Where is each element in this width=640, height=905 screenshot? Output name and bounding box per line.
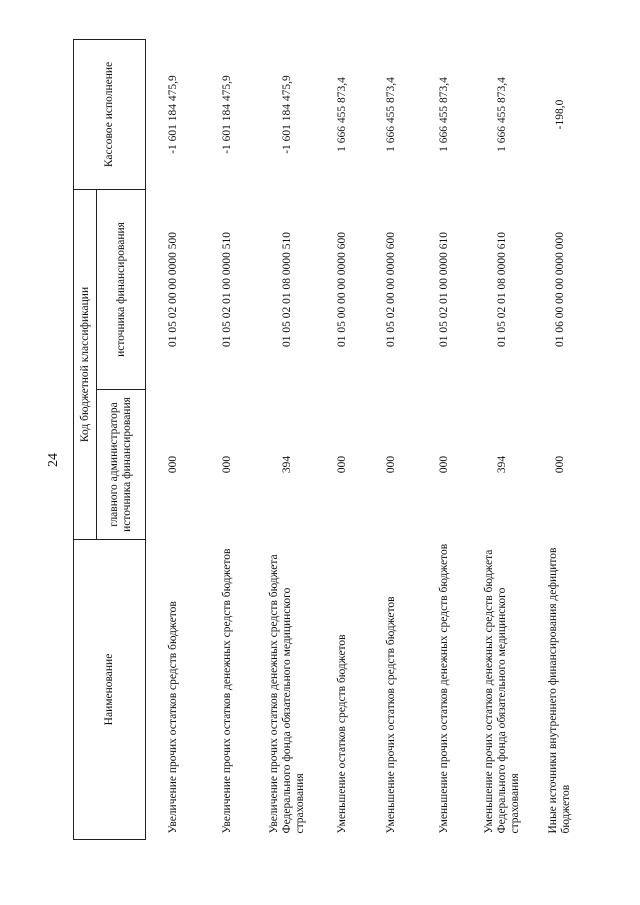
row-name: Уменьшение прочих остатков средств бюджетов (384, 596, 397, 834)
row-name: Иные источники внутреннего финансирования дефицитов бюджетов (547, 547, 572, 834)
row-name: Увеличение прочих остатков денежных средств бюджета Федерального фонда обязательного медицинского страхования (267, 554, 306, 834)
page-number: 24 (46, 453, 61, 467)
row-amount: 1 666 455 873,4 (495, 77, 508, 152)
row-amount: -198,0 (553, 99, 566, 130)
table-row (364, 39, 418, 839)
row-source-code: 01 06 00 00 00 0000 000 (553, 232, 566, 347)
row-source-code: 01 05 02 01 08 0000 510 (280, 232, 293, 347)
row-admin-code: 000 (335, 455, 348, 474)
table-row (254, 39, 320, 839)
header-admin: главного администратора источника финансирования (97, 390, 146, 540)
row-amount: -1 601 184 475,9 (166, 75, 179, 154)
row-source-code: 01 05 02 01 08 0000 610 (495, 232, 508, 347)
header-source: источника финансирования (97, 189, 146, 389)
header-cash-execution: Кассовое исполнение (74, 39, 146, 189)
row-source-code: 01 05 02 01 00 0000 510 (220, 232, 233, 347)
row-admin-code: 000 (553, 455, 566, 474)
row-admin-code: 000 (437, 455, 450, 474)
row-admin-code: 394 (280, 455, 293, 474)
row-source-code: 01 05 00 00 00 0000 600 (335, 232, 348, 347)
table-row (470, 39, 534, 839)
table-row (418, 39, 470, 839)
row-amount: -1 601 184 475,9 (280, 75, 293, 154)
row-name: Увеличение прочих остатков средств бюджетов (166, 601, 179, 834)
row-amount: 1 666 455 873,4 (437, 77, 450, 152)
row-admin-code: 000 (384, 455, 397, 474)
header-code-group: Код бюджетной классификации (74, 189, 97, 539)
row-amount: 1 666 455 873,4 (335, 77, 348, 152)
header-name: Наименование (74, 540, 146, 840)
row-source-code: 01 05 02 00 00 0000 600 (384, 232, 397, 347)
row-admin-code: 000 (220, 455, 233, 474)
row-name: Уменьшение остатков средств бюджетов (335, 634, 348, 834)
budget-classification-table (73, 39, 586, 840)
table-row (200, 39, 254, 839)
table-row (534, 39, 586, 839)
row-name: Увеличение прочих остатков денежных средств бюджетов (220, 548, 233, 834)
row-admin-code: 000 (166, 455, 179, 474)
row-amount: -1 601 184 475,9 (220, 75, 233, 154)
rotated-table-container (73, 40, 603, 840)
row-admin-code: 394 (495, 455, 508, 474)
row-amount: 1 666 455 873,4 (384, 77, 397, 152)
table-row (320, 39, 364, 839)
row-name: Уменьшение прочих остатков денежных средств бюджета Федерального фонда обязательного медицинского страхования (482, 549, 521, 834)
row-name: Уменьшение прочих остатков денежных средств бюджетов (437, 543, 450, 834)
table-row (146, 39, 201, 839)
row-source-code: 01 05 02 00 00 0000 500 (166, 232, 179, 347)
row-source-code: 01 05 02 01 00 0000 610 (437, 232, 450, 347)
